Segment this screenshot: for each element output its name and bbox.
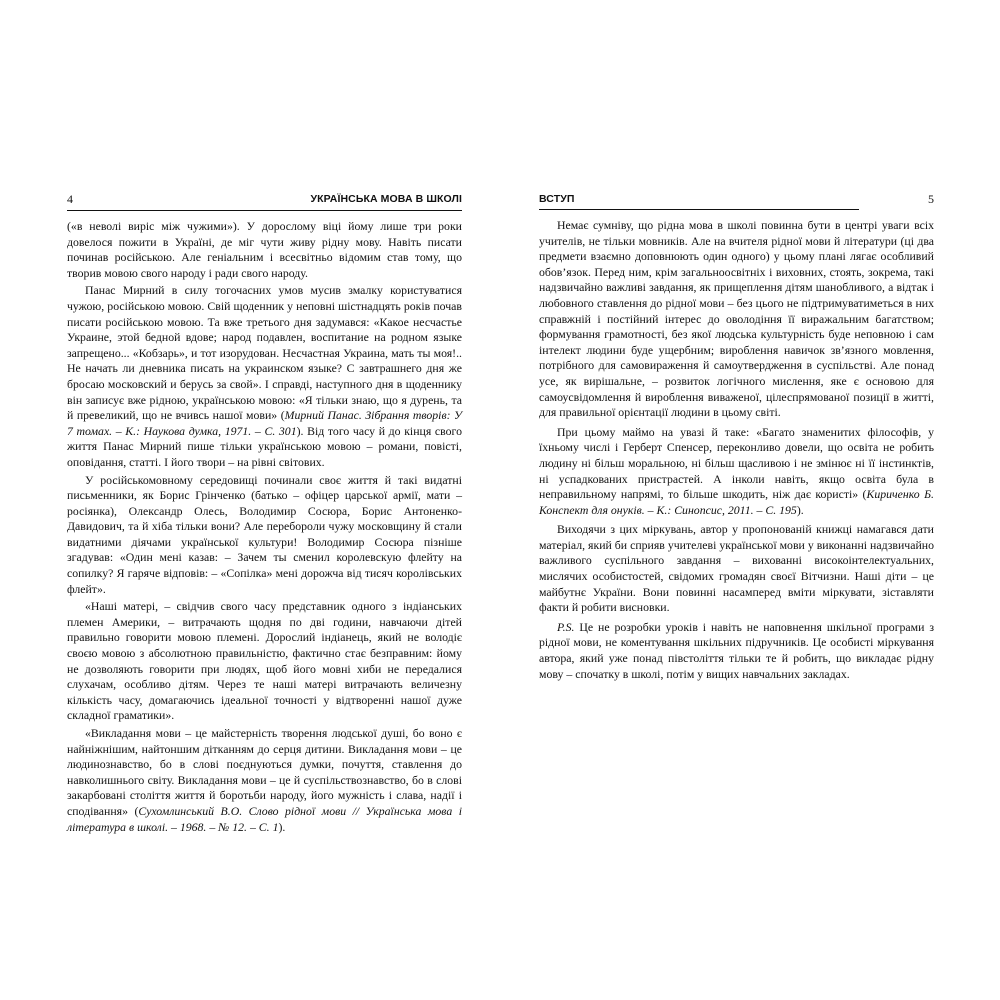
citation: Кириченко Б. Конспект для онуків. – К.: Синопсис, 2011. – С. 195 [539,487,934,517]
left-page-header [67,190,462,211]
left-page [67,190,462,835]
right-page-header [539,190,934,210]
paragraph: При цьому маймо на увазі й таке: «Багато знаменитих філософів, у їхньому числі і Герберт Спенсер, переконливо довели, що освіта не робить людину ні більш моральною, ні більш щасливою і не змінює ні її інстинктів, ні успадкованих пристрастей. А інколи навіть, якщо освіта була в неправильному напрямі, то більше шкодить, ніж дає користі» (Кириченко Б. Конспект для онуків. – К.: Синопсис, 2011. – С. 195). [539,424,934,517]
right-page [539,190,934,682]
page-number: 5 [928,192,934,206]
citation: Мирний Панас. Зібрання творів: У 7 томах. – К.: Наукова думка, 1971. – С. 301 [67,408,462,438]
right-page-body [539,218,934,682]
running-title: УКРАЇНСЬКА МОВА В ШКОЛІ [310,193,462,205]
paragraph: Немає сумніву, що рідна мова в школі повинна бути в центрі уваги всіх учителів, не тільки мовників. Але на вчителя рідної мови й літератури (ці два предмети взаємно доповнюють один одного) у цьому плані лягає особливий обов’язок. Перед ним, крім загальноосвітніх і виховних, стоять, зокрема, такі надзвичайно важливі завдання, як прищеплення дітям шанобливого, а відтак і любовного ставлення до рідної мови – без цього не підтримуватиметься в них справжній і постійний інтерес до оволодіння її виражальним багатством; формування грамотності, без якої людська культурність буде неповною і сам інтелект людини буде ущербним; вироблення навичок зв’язного мовлення, потрібного для самовираження й самоутвердження в суспільстві. Але понад усе, як вирішальне, – розвиток логічного мислення, яке є основою для самоусвідомлення й вироблення виваженої, цілеспрямованої позиції в житті, для правильної орієнтації людини в цьому світі. [539,218,934,420]
left-page-body [67,219,462,835]
paragraph: («в неволі виріс між чужими»). У дорослому віці йому лише три роки довелося пожити в Україні, де міг чути живу рідну мову. Навіть писати починав російською. Але геніальним і всесвітньо відомим став тому, що творив мовою свого народу і ради свого народу. [67,219,462,280]
paragraph: P.S. Це не розробки уроків і навіть не наповнення шкільної програми з рідної мови, не коментування шкільних підручників. Це особисті міркування автора, який уже понад півстоліття тільки те й робить, що викладає рідну мову – спочатку в школі, потім у вищих навчальних закладах. [539,619,934,681]
page-number: 4 [67,192,73,206]
paragraph: Виходячи з цих міркувань, автор у пропонованій книжці намагався дати матеріал, який би сприяв учителеві української мови у виконанні надзвичайно важливого суспільного завдання – вихованні високоінтелектуальних, мислячих особистостей, свідомих громадян своєї Вітчизни. Наші діти – це майбутнє України. Вони повинні насамперед вміти міркувати, зіставляти факти й робити висновки. [539,522,934,615]
paragraph: «Викладання мови – це майстерність творення людської душі, бо воно є найніжнішим, найтоншим дітканням до серця дитини. Викладання мови – це людинознавство, бо в слові поєднуються думки, почуття, ставлення до навколишнього світу. Викладання мови – це й суспільствознавство, бо в слові закарбовані століття життя й боротьби народу, його мужність і слава, надії і сподівання» (Сухомлинський В.О. Слово рідної мови // Українська мова і література в школі. – 1968. – № 12. – С. 1). [67,726,462,834]
paragraph: «Наші матері, – свідчив свого часу представник одного з індіанських племен Америки, – витрачають щодня по дві години, навчаючи дітей правильно говорити мовою племені. Дорослий індіанець, який не володіє своєю мовою з абсолютною правильністю, фактично стає безправним: йому не дозволяють говорити при людях, щоб його мовні хиби не передалися слухачам, особливо дітям. Через те наші матері витрачають величезну кількість часу, домагаючись ідеальної точності у відтворенні нашої дуже складної граматики». [67,599,462,723]
paragraph: Панас Мирний в силу тогочасних умов мусив змалку користуватися чужою, російською мовою. Свій щоденник у неповні шістнадцять років почав писати російською мовою. Та вже третього дня задумався: «Какое несчастье Украине, этой бедной вдове; народ подавлен, воспитание на родном языке запрещено... «Кобзарь», и тот изорудован. Несчастная Украина, мать ты моя!.. Не начать ли дневника писать на украинском языке? С завтрашнего дня же бросаю московский и берусь за свой». І справді, наступного дня в щоденнику він записує вже рідною, українською мовою: «Я тільки знаю, що я дурень, та й превеликий, що не вчивсь нашої мови» (Мирний Панас. Зібрання творів: У 7 томах. – К.: Наукова думка, 1971. – С. 301). Від того часу й до кінця свого життя Панас Мирний пише тільки українською мовою – романи, повісті, оповідання, статті. І його твори – на рівні світових. [67,283,462,469]
running-title: ВСТУП [539,193,575,205]
header-rule [539,209,859,210]
ps-label: P.S. [557,619,575,634]
citation: Сухомлинський В.О. Слово рідної мови // Українська мова і література в школі. – 1968. – № 12. – С. 1 [67,803,462,834]
paragraph: У російськомовному середовищі починали своє життя й такі видатні письменники, як Борис Грінченко (батько – офіцер царської армії, мати – росіянка), Олександр Олесь, Володимир Сосюра, Борис Антоненко-Давидович, та й хіба тільки вони? Але переборoли чужу московщину й стали видатними діячами української культури! Володимир Сосюра пізніше згадував: «Один мені казав: – Зачем ты сменил королевскую флейту на сопилку? Я гаряче відповів: – «Сопілка» мені дорожча від тисяч королівських флейт». [67,472,462,596]
